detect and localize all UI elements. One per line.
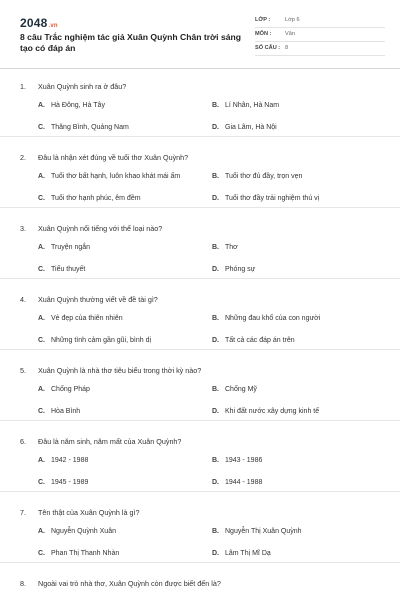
question-number: 8.	[20, 579, 26, 588]
page-title: 8 câu Trắc nghiệm tác giả Xuân Quỳnh Chân trời sáng tạo có đáp án	[20, 32, 242, 53]
answer-option[interactable]	[212, 102, 279, 109]
option-text: Thăng Bình, Quảng Nam	[51, 124, 129, 131]
question-number: 2.	[20, 153, 26, 162]
answer-option[interactable]	[212, 244, 238, 251]
option-text: Tuổi thơ hạnh phúc, êm đềm	[51, 195, 141, 202]
question-number: 4.	[20, 295, 26, 304]
option-letter: C.	[38, 408, 45, 415]
question-divider	[0, 136, 400, 137]
option-letter: A.	[38, 528, 45, 535]
question-label: Đâu là nhận xét đúng về tuổi thơ Xuân Quỳnh?	[38, 153, 189, 162]
question-divider	[0, 207, 400, 208]
option-letter: A.	[38, 102, 45, 109]
option-letter: B.	[212, 386, 219, 393]
option-letter: B.	[212, 315, 219, 322]
answer-option[interactable]	[212, 550, 271, 557]
meta-info	[255, 14, 385, 56]
option-text: 1944 - 1988	[225, 479, 263, 486]
option-text: Tiểu thuyết	[51, 266, 86, 273]
header	[20, 12, 382, 64]
answer-option[interactable]	[38, 337, 151, 344]
option-letter: B.	[212, 173, 219, 180]
meta-key: MÔN :	[255, 31, 272, 37]
option-text: Chống Pháp	[51, 386, 90, 393]
option-letter: C.	[38, 266, 45, 273]
meta-value: Văn	[285, 31, 295, 37]
option-letter: B.	[212, 457, 219, 464]
question-text	[20, 153, 188, 162]
question-label: Xuân Quỳnh là nhà thơ tiêu biểu trong thời kỳ nào?	[38, 366, 202, 375]
option-text: Lâm Thị Mĩ Dạ	[225, 550, 271, 557]
question-text	[20, 508, 140, 517]
option-letter: B.	[212, 528, 219, 535]
question-label: Xuân Quỳnh nổi tiếng với thể loại nào?	[38, 224, 163, 233]
question-divider	[0, 562, 400, 563]
option-letter: A.	[38, 315, 45, 322]
answer-option[interactable]	[212, 337, 295, 344]
answer-option[interactable]	[212, 195, 319, 202]
question-number: 3.	[20, 224, 26, 233]
option-letter: D.	[212, 337, 219, 344]
option-text: Khi đất nước xây dựng kinh tế	[225, 408, 320, 415]
option-letter: C.	[38, 550, 45, 557]
option-letter: D.	[212, 550, 219, 557]
meta-row-class	[255, 14, 385, 28]
option-text: Thơ	[225, 244, 238, 251]
question-label: Đâu là năm sinh, năm mất của Xuân Quỳnh?	[38, 437, 182, 446]
answer-option[interactable]	[38, 315, 123, 322]
answer-option[interactable]	[38, 550, 119, 557]
question-text	[20, 579, 221, 588]
meta-value: Lớp 6	[285, 17, 300, 23]
meta-row-subject	[255, 28, 385, 42]
option-letter: B.	[212, 102, 219, 109]
answer-option[interactable]	[38, 244, 90, 251]
option-text: Tất cả các đáp án trên	[225, 337, 295, 344]
option-letter: D.	[212, 195, 219, 202]
option-letter: D.	[212, 266, 219, 273]
option-letter: C.	[38, 195, 45, 202]
question-label: Xuân Quỳnh thường viết về đề tài gì?	[38, 295, 158, 304]
meta-row-count	[255, 42, 385, 56]
option-letter: D.	[212, 479, 219, 486]
option-letter: D.	[212, 408, 219, 415]
option-text: 1945 - 1989	[51, 479, 89, 486]
question-divider	[0, 278, 400, 279]
option-text: Vẻ đẹp của thiên nhiên	[51, 315, 123, 322]
option-text: Lí Nhân, Hà Nam	[225, 102, 280, 109]
answer-option[interactable]	[38, 266, 85, 273]
logo-text: 2048	[20, 16, 48, 30]
question-number: 6.	[20, 437, 26, 446]
option-text: Chống Mỹ	[225, 386, 257, 393]
option-text: Những tình cảm gần gũi, bình dị	[51, 337, 152, 344]
option-letter: D.	[212, 124, 219, 131]
answer-option[interactable]	[212, 266, 255, 273]
option-text: Hòa Bình	[51, 408, 81, 415]
meta-value: 8	[285, 45, 289, 51]
answer-option[interactable]	[212, 457, 262, 464]
option-letter: C.	[38, 479, 45, 486]
site-logo[interactable]	[20, 16, 58, 30]
meta-key: LỚP :	[255, 17, 271, 23]
question-number: 5.	[20, 366, 26, 375]
logo-suffix: .vn	[48, 23, 58, 29]
option-letter: C.	[38, 124, 45, 131]
answer-option[interactable]	[38, 195, 141, 202]
answer-option[interactable]	[38, 408, 80, 415]
question-text	[20, 437, 181, 446]
option-letter: A.	[38, 457, 45, 464]
question-label: Tên thật của Xuân Quỳnh là gì?	[38, 508, 140, 517]
option-letter: A.	[38, 173, 45, 180]
question-text	[20, 224, 162, 233]
option-text: Tuổi thơ đầy trải nghiệm thú vị	[225, 195, 320, 202]
answer-option[interactable]	[212, 479, 262, 486]
answer-option[interactable]	[212, 528, 302, 535]
answer-option[interactable]	[38, 479, 88, 486]
option-letter: A.	[38, 386, 45, 393]
option-text: Phan Thị Thanh Nhàn	[51, 550, 120, 557]
option-text: Truyện ngắn	[51, 244, 91, 251]
question-text	[20, 82, 126, 91]
answer-option[interactable]	[38, 173, 180, 180]
answer-option[interactable]	[38, 102, 105, 109]
option-text: Phóng sự	[225, 266, 256, 273]
question-divider	[0, 491, 400, 492]
option-text: Những đau khổ của con người	[225, 315, 321, 322]
question-text	[20, 366, 201, 375]
option-text: Gia Lâm, Hà Nội	[225, 124, 277, 131]
question-number: 7.	[20, 508, 26, 517]
option-letter: A.	[38, 244, 45, 251]
question-divider	[0, 420, 400, 421]
option-letter: C.	[38, 337, 45, 344]
answer-option[interactable]	[212, 408, 319, 415]
answer-option[interactable]	[38, 386, 90, 393]
option-text: Tuổi thơ đủ đầy, trọn vẹn	[225, 173, 303, 180]
question-number: 1.	[20, 82, 26, 91]
answer-option[interactable]	[38, 457, 88, 464]
header-divider	[0, 68, 400, 69]
option-text: 1943 - 1986	[225, 457, 263, 464]
answer-option[interactable]	[212, 173, 302, 180]
question-divider	[0, 349, 400, 350]
option-letter: B.	[212, 244, 219, 251]
option-text: Tuổi thơ bất hạnh, luôn khao khát mái ấm	[51, 173, 181, 180]
question-label: Ngoài vai trò nhà thơ, Xuân Quỳnh còn được biết đến là?	[38, 579, 221, 588]
answer-option[interactable]	[212, 315, 320, 322]
option-text: Hà Đông, Hà Tây	[51, 102, 105, 109]
question-label: Xuân Quỳnh sinh ra ở đâu?	[38, 82, 127, 91]
option-text: Nguyễn Thị Xuân Quỳnh	[225, 528, 302, 535]
answer-option[interactable]	[38, 528, 116, 535]
answer-option[interactable]	[212, 386, 257, 393]
option-text: Nguyễn Quỳnh Xuân	[51, 528, 116, 535]
answer-option[interactable]	[38, 124, 129, 131]
meta-key: SỐ CÂU :	[255, 45, 281, 51]
answer-option[interactable]	[212, 124, 277, 131]
option-text: 1942 - 1988	[51, 457, 89, 464]
question-text	[20, 295, 158, 304]
